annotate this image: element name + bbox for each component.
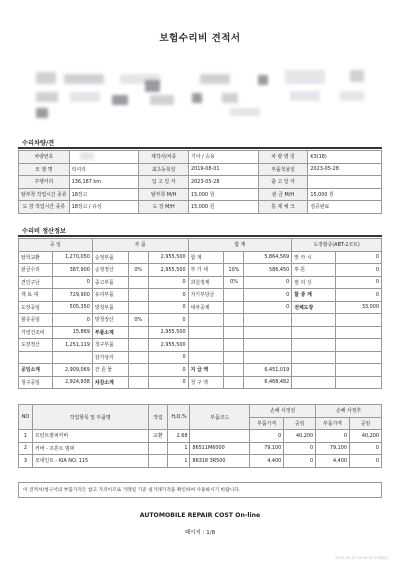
header-labor: 공 임 [19,239,93,252]
cell: 도장공임 [19,301,53,314]
cell: 2,955,500 [148,339,188,352]
value-model: 럭셔리 [69,163,139,176]
cell [128,364,148,377]
cell [292,314,336,327]
header-parts: 부 품 [92,239,188,252]
cell: 0 [148,289,188,302]
cell: 도장정산 [19,339,53,352]
cell: 0 [316,430,350,443]
settle-row [19,364,382,377]
label-detach-mh: 탈부착 M/H [139,188,189,201]
cell: 교환 [148,430,168,443]
cell [336,351,382,364]
cell [128,326,148,339]
cell: 할증공임 [19,314,53,327]
value-vehicle-no [69,151,139,164]
redacted-header-6 [258,75,268,85]
cell: 1,251,119 [52,339,92,352]
cell: 0 [244,289,292,302]
label-parts-date: 부품적용일 [258,163,308,176]
label-maker: 제작사/차종 [139,151,189,164]
cell: 청 구 액 [188,376,224,389]
cell: 방청정산 [92,314,128,327]
cell: 2 [19,442,33,455]
cell: 40,200 [284,430,316,443]
cell [292,326,336,339]
cell: 4,400 [316,455,350,468]
parts-table [18,404,382,468]
cell: 505,350 [52,301,92,314]
label-paint-mh: 도 장 M/H [139,201,189,214]
value-vehicle-name: K3(18) [308,151,382,164]
vehicle-section-rule [18,147,382,149]
value-parts-date: 2023-05-28 [308,163,382,176]
settle-row [19,339,382,352]
parts-row [19,442,382,455]
cell [148,442,168,455]
cell: 맞 카 시 [292,251,336,264]
settle-row [19,264,382,277]
cell [292,376,336,389]
cell: 40,200 [350,430,382,443]
vehicle-info-table [18,150,382,214]
cell: 프런트범퍼커버 [32,430,148,443]
cell: 2,955,500 [148,251,188,264]
cell [148,455,168,468]
cell: 청구부품 [92,339,128,352]
cell: 86318 3R500 [190,455,250,468]
cell: 0 [336,289,382,302]
vehicle-section-title: 수리차량/견 [22,140,55,147]
redacted-header-8 [350,70,364,82]
cell: 대차공제 [188,301,224,314]
cell: 0 [284,442,316,455]
value-paint-type: 18장고 / 유성 [69,201,139,214]
col-hos: H,O,% [168,405,190,430]
cell [224,339,244,352]
cell [128,301,148,314]
label-detach-type: 탈부착 작업시간 종류 [19,188,70,201]
col-wage-after: 공임 [350,417,382,430]
settle-row [19,314,382,327]
cell [188,339,224,352]
cell [128,339,148,352]
cell [52,351,92,364]
parts-row [19,455,382,468]
header-total: 합 계 [188,239,292,252]
col-wage-before: 공임 [284,417,316,430]
value-control-check: 검증완료 [308,201,382,214]
cell: 할 증 계 [292,289,336,302]
cell [244,339,292,352]
cell [188,351,224,364]
cell: 합 계 [188,251,224,264]
cell: 전체도장 [292,301,336,314]
label-first-reg: 최초등록일 [139,163,189,176]
cell [224,251,244,264]
cell [188,326,224,339]
cell [292,339,336,352]
cell: 0% [128,314,148,327]
cell: 387,900 [52,264,92,277]
cell [224,351,244,364]
col-before-adjust: 손해 사정전 [250,405,316,418]
settle-row [19,376,382,389]
cell: 5,864,569 [244,251,292,264]
cell: 가열건조비 [19,326,53,339]
cell: 커버 - 프론트 범퍼 [32,442,148,455]
cell: 2,909,069 [52,364,92,377]
cell [128,289,148,302]
label-vehicle-no: 차량번호 [19,151,70,164]
cell [336,339,382,352]
cell: 0 [244,276,292,289]
redacted-header-17 [36,108,48,118]
cell: 1 [19,430,33,443]
cell [336,364,382,377]
cell [19,351,53,364]
settle-section-rule [18,235,382,237]
label-in-date: 입 고 일 자 [139,176,189,189]
cell: 0 [148,351,188,364]
redacted-header-4 [145,80,160,92]
redacted-header-16 [340,91,364,101]
cell [224,301,244,314]
cell: 투 톤 [292,264,336,277]
cell: 2,924,938 [52,376,92,389]
redacted-header-12 [150,95,174,105]
cell: 부품소계 [92,326,128,339]
header-paint-surcharge: 도장할증(ABT-2코트) [292,239,382,252]
cell: 순정부품 [92,251,128,264]
page-number: 페이지 : 1/8 [184,530,216,536]
cell: 586,450 [244,264,292,277]
cell [128,376,148,389]
cell [244,351,292,364]
settle-row [19,276,382,289]
cell [224,326,244,339]
value-paint-mh: 15,000 원 [189,201,259,214]
redacted-header-10 [70,92,100,102]
cell: 15,869 [52,326,92,339]
value-first-reg: 2019-08-01 [189,163,259,176]
label-model: 모 델 명 [19,163,70,176]
settle-row [19,289,382,302]
value-sheet-mh: 15,000 원 [308,188,382,201]
cell [190,430,250,443]
col-after-adjust: 손해 사정후 [316,405,382,418]
cell [336,326,382,339]
col-no: NO [19,405,33,430]
cell: 0 [244,301,292,314]
cell: 차감소계 [92,376,128,389]
label-out-date: 출 고 일 자 [258,176,308,189]
value-maker: 기아 / 승용 [189,151,259,164]
settle-row [19,326,382,339]
cell: 6,451,019 [244,364,292,377]
redacted-header-5 [200,74,230,84]
cell: 79,100 [250,442,284,455]
cell: 0 [350,442,382,455]
col-price-before: 부품가격 [250,417,284,430]
cell: 순정정산 [92,264,128,277]
cell: 재 료 대 [19,289,53,302]
cell: 판금수리 [19,264,53,277]
cell: 0 [336,264,382,277]
print-timestamp: 2023-05-31 13:36:45 525822 [334,556,388,560]
cell [128,276,148,289]
redacted-header-2 [64,74,104,84]
cell: 방청부품 [92,301,128,314]
col-item: 작업항목 및 부품명 [32,405,148,430]
cell [292,364,336,377]
label-vehicle-name: 차 량 명 칭 [258,151,308,164]
cell: 1,270,050 [52,251,92,264]
label-paint-type: 도 장 작업시간 종류 [19,201,70,214]
settle-row [19,351,382,364]
document-title: 보험수리비 견적서 [159,33,241,44]
cell: 0% [128,264,148,277]
cell [128,251,148,264]
cell: 0 [350,455,382,468]
cell: 중고부품 [92,276,128,289]
cell: 0 [148,301,188,314]
cell: 33,000 [336,301,382,314]
cell: 2,955,500 [148,326,188,339]
cell: 모네인트 - KIA NO. 115 [32,455,148,468]
cell [128,351,148,364]
redacted-header-1 [36,72,56,84]
cell: 6,468,482 [244,376,292,389]
cell: 0 [250,430,284,443]
cell: 청구공임 [19,376,53,389]
cell: 0 [148,376,188,389]
value-mileage: 136,187 km [69,176,139,189]
value-detach-type: 18장고 [69,188,139,201]
cell: 0 [52,276,92,289]
cell: 2.68 [168,430,190,443]
cell: 0 [148,364,188,377]
cell: 79,100 [316,442,350,455]
cell [224,289,244,302]
cell: 0 [336,251,382,264]
redacted-header-18 [230,108,260,116]
cell: 1 [168,455,190,468]
cell: 견인구난 [19,276,53,289]
cell: 감가상각 [92,351,128,364]
cell [224,314,244,327]
cell: 0% [224,276,244,289]
cell: 0 [148,276,188,289]
cell: 잔 존 물 [92,364,128,377]
cell: 1 [168,442,190,455]
cell: 지 급 액 [188,364,224,377]
cell: 유리부품 [92,289,128,302]
value-in-date: 2023-05-28 [189,176,259,189]
cell: 펄 리 싱 [292,276,336,289]
redacted-header-9 [36,92,58,102]
label-sheet-mh: 판 금 M/H [258,188,308,201]
cell [188,314,224,327]
cell: 과실정계 [188,276,224,289]
cell [292,351,336,364]
redacted-header-13 [192,93,202,103]
cell [336,376,382,389]
cell [224,364,244,377]
cell: 자기부담금 [188,289,224,302]
settlement-table [18,238,382,389]
cell [224,376,244,389]
redacted-header-11 [112,95,128,105]
cell: 공임소계 [19,364,53,377]
label-control-check: 통 제 체 크 [258,201,308,214]
cell: 부 가 세 [188,264,224,277]
cell [244,314,292,327]
cell: 4,400 [250,455,284,468]
cell: 2,955,500 [148,264,188,277]
settle-section-title: 수리비 정산정보 [22,228,66,235]
cell: 0 [52,314,92,327]
redacted-header-15 [290,91,320,101]
cell: 0 [284,455,316,468]
value-detach-mh: 15,000 원 [189,188,259,201]
footer-brand: AUTOMOBILE REPAIR COST On-line [139,512,261,519]
cell: 729,900 [52,289,92,302]
cell: 3 [19,455,33,468]
cell: 86511M6000 [190,442,250,455]
cell [244,326,292,339]
price-notice: 이 견적서/청구서의 부품가격은 참고 가격이므로 거래일 기준 실거래가격을 확인하여 사용하시기 바랍니다. [18,482,382,498]
label-mileage: 주행거리 [19,176,70,189]
settle-row [19,301,382,314]
redacted-header-7 [285,70,325,84]
col-price-after: 부품가격 [316,417,350,430]
cell: 0 [336,276,382,289]
cell [336,314,382,327]
cell: 10% [224,264,244,277]
settle-row [19,251,382,264]
value-out-date [308,176,382,189]
parts-row [19,430,382,443]
redacted-header-14 [222,93,238,103]
col-code: 부품코드 [190,405,250,430]
col-work: 작업 [148,405,168,430]
cell: 0 [148,314,188,327]
cell: 탈착교환 [19,251,53,264]
